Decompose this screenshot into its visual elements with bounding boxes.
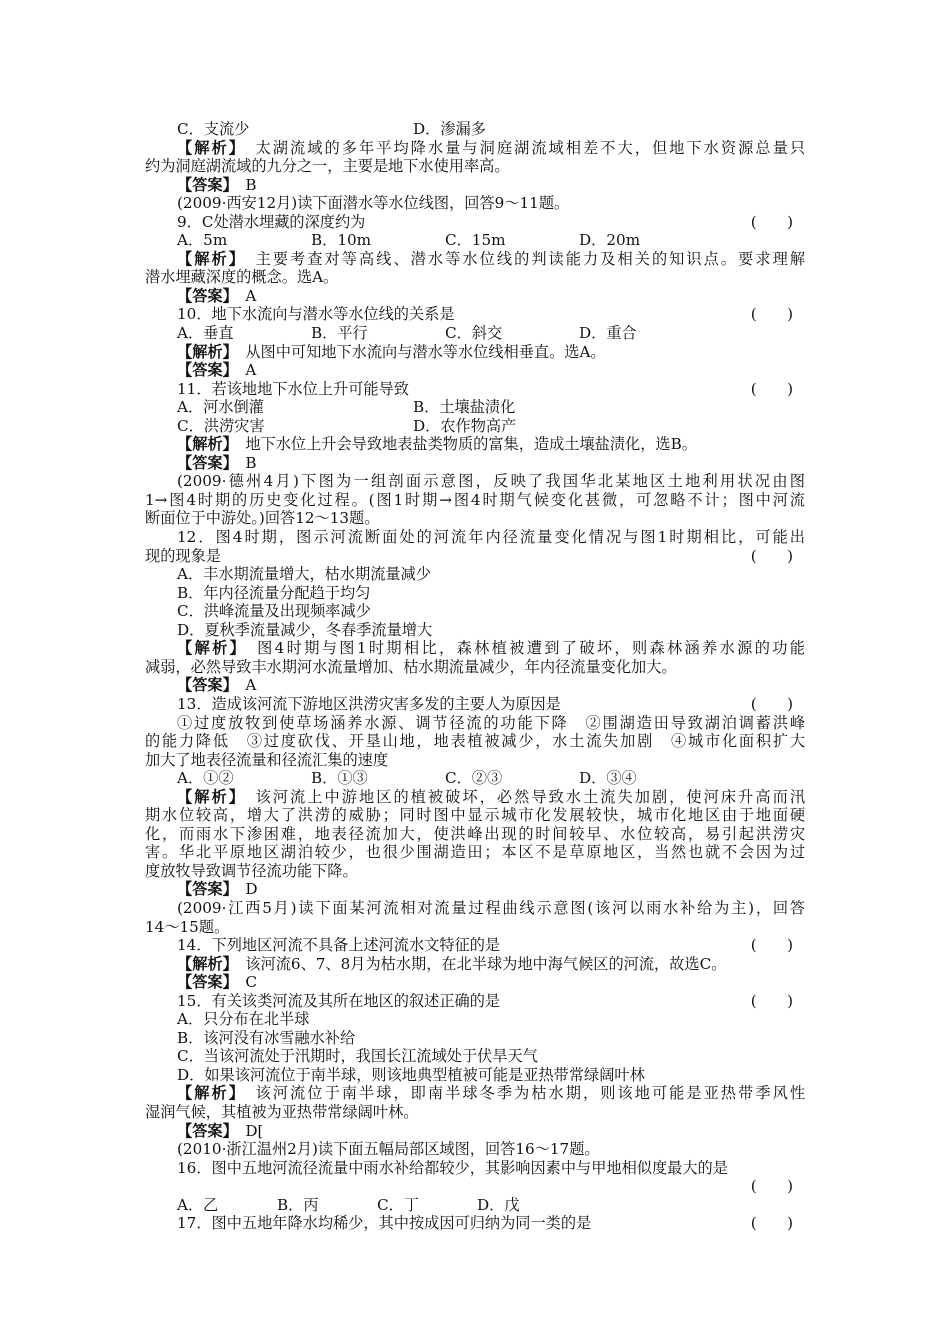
option-a: A．丰水期流量增大，枯水期流量减少 <box>177 565 431 584</box>
q16-paren-row <box>145 1177 805 1196</box>
q13-statements: 加大了地表径流量和径流汇集的速度 <box>145 750 388 769</box>
q15-answer <box>145 1122 805 1141</box>
analysis-label: 【解析】 <box>177 435 231 454</box>
question-text: 17．图中五地年降水均稀少，其中按成因可归纳为同一类的是 <box>177 1214 592 1233</box>
q13-statements: ①过度放牧到使草场涵养水源、调节径流的功能下降 ②围湖造田导致湖泊调蓄洪峰 <box>177 713 805 732</box>
q13 <box>145 695 805 714</box>
option-d: D．重合 <box>579 324 637 343</box>
option-b: B．该河没有冰雪融水补给 <box>177 1028 356 1047</box>
intro-14-15: 14～15题。 <box>145 917 230 936</box>
intro-12-13: 1→图4时期的历史变化过程。(图1时期→图4时期气候变化甚微，可忽略不计；图中河流 <box>145 490 805 509</box>
q17 <box>145 1214 805 1233</box>
option-c: C．②③ <box>445 769 503 788</box>
option-a: A．河水倒灌 <box>177 398 264 417</box>
analysis-text: 化，而雨水下渗困难，地表径流加大，使洪峰出现的时间较早、水位较高，易引起洪涝灾 <box>145 824 805 843</box>
option-d: D．③④ <box>579 769 637 788</box>
option-c: C．丁 <box>377 1195 419 1214</box>
answer-label: 【答案】 <box>177 453 231 472</box>
analysis-label: 【解析】 <box>177 639 240 658</box>
q13-answer <box>145 880 805 899</box>
option-d: D．如果该河流位于南半球，则该地典型植被可能是亚热带常绿阔叶林 <box>177 1065 645 1084</box>
q12-text: 12．图4时期，图示河流断面处的河流年内径流量变化情况与图1时期相比，可能出 <box>177 528 805 547</box>
answer-value: D[ <box>245 1121 264 1140</box>
option-a: A．垂直 <box>177 324 234 343</box>
intro-14-15: (2009·江西5月)读下面某河流相对流量过程曲线示意图(该河以雨水补给为主)，回答 <box>177 898 805 917</box>
answer-blank: ( ) <box>750 936 793 955</box>
analysis-text: 约为洞庭湖流域的九分之一，主要是地下水使用率高。 <box>145 157 510 176</box>
analysis-text: 害。华北平原地区湖泊较少，也很少围湖造田；本区不是草原地区，当然也就不会因为过 <box>145 843 805 862</box>
analysis-text: 主要考查对等高线、潜水等水位线的判读能力及相关的知识点。要求理解 <box>238 249 806 268</box>
question-text: 现的现象是 <box>145 546 221 565</box>
answer-label: 【答案】 <box>177 973 231 992</box>
document-page <box>145 120 805 1233</box>
option-b: B．丙 <box>277 1195 319 1214</box>
q11 <box>145 380 805 399</box>
q13-statements: 的能力降低 ③过度砍伐、开垦山地，地表植被减少，水土流失加剧 ④城市化面积扩大 <box>145 732 805 751</box>
option-c: C．斜交 <box>445 324 503 343</box>
q8-analysis <box>145 139 805 158</box>
option-b: B．土壤盐渍化 <box>413 398 516 417</box>
answer-label: 【答案】 <box>177 175 231 194</box>
option-b: B．年内径流量分配趋于均匀 <box>177 583 371 602</box>
answer-label: 【答案】 <box>177 880 231 899</box>
option-d: D．渗漏多 <box>413 120 486 138</box>
analysis-text: 该河流上中游地区的植被破坏，必然导致水土流失加剧，使河床升高而汛 <box>238 787 806 806</box>
q11-analysis <box>145 435 805 454</box>
option-a: A．①② <box>177 769 234 788</box>
analysis-label: 【解析】 <box>177 249 239 268</box>
answer-value: C <box>245 973 257 992</box>
analysis-label: 【解析】 <box>177 1084 239 1103</box>
q11-options-ab <box>145 398 805 417</box>
q16-text: 16．图中五地河流径流量中雨水补给都较少，其影响因素中与甲地相似度最大的是 <box>177 1158 728 1177</box>
option-a: A．乙 <box>177 1195 219 1214</box>
q11-answer <box>145 454 805 473</box>
analysis-label: 【解析】 <box>177 138 239 157</box>
q9-answer <box>145 287 805 306</box>
option-d: D．20m <box>579 231 641 250</box>
option-c: C．支流少 <box>177 120 250 138</box>
q10 <box>145 305 805 324</box>
analysis-text: 该河流6、7、8月为枯水期，在北半球为地中海气候区的河流，故选C。 <box>230 954 727 973</box>
analysis-text: 潜水埋藏深度的概念。选A。 <box>145 268 339 287</box>
option-c: C．洪涝灾害 <box>177 416 265 435</box>
analysis-text: 期水位较高，增大了洪涝的威胁；同时图中显示城市化发展较快，城市化地区由于地面硬 <box>145 806 805 825</box>
q10-options <box>145 324 805 343</box>
answer-value: A <box>245 286 257 305</box>
option-d: D．戊 <box>477 1195 520 1214</box>
answer-label: 【答案】 <box>177 286 231 305</box>
q9-options <box>145 231 805 250</box>
option-d: D．夏秋季流量减少，冬春季流量增大 <box>177 620 433 639</box>
option-b: B．①③ <box>311 769 368 788</box>
q9-analysis <box>145 250 805 269</box>
q8-options-cd <box>145 120 805 139</box>
answer-value: D <box>245 880 258 899</box>
answer-blank: ( ) <box>750 546 793 565</box>
option-c: C．洪峰流量及出现频率减少 <box>177 602 371 621</box>
q10-answer <box>145 361 805 380</box>
option-b: B．10m <box>311 231 372 250</box>
question-text: 10．地下水流向与潜水等水位线的关系是 <box>177 305 455 324</box>
answer-blank: ( ) <box>750 379 793 398</box>
answer-blank: ( ) <box>750 1177 793 1196</box>
intro-12-13: 断面位于中游处。)回答12～13题。 <box>145 509 380 528</box>
analysis-label: 【解析】 <box>177 954 231 973</box>
answer-blank: ( ) <box>750 305 793 324</box>
q12 <box>145 547 805 566</box>
q10-analysis <box>145 343 805 362</box>
option-d: D．农作物高产 <box>413 416 517 435</box>
analysis-text: 图4时期与图1时期相比，森林植被遭到了破坏，则森林涵养水源的功能 <box>239 639 805 658</box>
q14 <box>145 936 805 955</box>
option-a: A．5m <box>177 231 228 250</box>
answer-value: B <box>245 453 257 472</box>
intro-12-13: (2009·德州4月)下图为一组剖面示意图，反映了我国华北某地区土地利用状况由图 <box>177 472 805 491</box>
answer-blank: ( ) <box>750 694 793 713</box>
q12-answer <box>145 676 805 695</box>
question-text: 14．下列地区河流不具备上述河流水文特征的是 <box>177 936 501 955</box>
answer-value: A <box>245 361 257 380</box>
answer-label: 【答案】 <box>177 676 231 695</box>
q16-options <box>145 1196 805 1215</box>
q14-answer <box>145 973 805 992</box>
question-text: 9．C处潜水埋藏的深度约为 <box>177 212 366 231</box>
answer-blank: ( ) <box>750 991 793 1010</box>
analysis-text: 该河流位于南半球，即南半球冬季为枯水期，则该地可能是亚热带季风性 <box>238 1084 806 1103</box>
analysis-text: 太湖流域的多年平均降水量与洞庭湖流域相差不大，但地下水资源总量只 <box>238 138 806 157</box>
q13-options <box>145 769 805 788</box>
intro-9-11: (2009·西安12月)读下面潜水等水位线图，回答9～11题。 <box>177 194 570 213</box>
answer-value: A <box>245 676 257 695</box>
intro-16-17: (2010·浙江温州2月)读下面五幅局部区域图，回答16～17题。 <box>177 1140 600 1159</box>
answer-blank: ( ) <box>750 1214 793 1233</box>
answer-value: B <box>245 175 257 194</box>
analysis-text: 地下水位上升会导致地表盐类物质的富集，造成土壤盐渍化，选B。 <box>230 435 697 454</box>
question-text: 11．若该地地下水位上升可能导致 <box>177 379 409 398</box>
answer-label: 【答案】 <box>177 1121 231 1140</box>
q15 <box>145 992 805 1011</box>
answer-blank: ( ) <box>750 212 793 231</box>
q13-analysis <box>145 788 805 807</box>
question-text: 13．造成该河流下游地区洪涝灾害多发的主要人为原因是 <box>177 694 561 713</box>
answer-label: 【答案】 <box>177 361 231 380</box>
option-c: C．15m <box>445 231 506 250</box>
analysis-text: 从图中可知地下水流向与潜水等水位线相垂直。选A。 <box>230 342 606 361</box>
question-text: 15．有关该类河流及其所在地区的叙述正确的是 <box>177 991 501 1010</box>
q15-analysis <box>145 1084 805 1103</box>
option-c: C．当该河流处于汛期时，我国长江流域处于伏旱天气 <box>177 1047 538 1066</box>
analysis-text: 湿润气候，其植被为亚热带常绿阔叶林。 <box>145 1102 419 1121</box>
q11-options-cd <box>145 417 805 436</box>
option-a: A．只分布在北半球 <box>177 1010 310 1029</box>
q14-analysis <box>145 955 805 974</box>
analysis-label: 【解析】 <box>177 342 231 361</box>
option-b: B．平行 <box>311 324 368 343</box>
q12-analysis <box>145 639 805 658</box>
q8-answer <box>145 176 805 195</box>
analysis-text: 减弱，必然导致丰水期河水流量增加、枯水期流量减少，年内径流量变化加大。 <box>145 657 677 676</box>
analysis-text: 度放牧导致调节径流功能下降。 <box>145 861 358 880</box>
analysis-label: 【解析】 <box>177 787 239 806</box>
q9 <box>145 213 805 232</box>
